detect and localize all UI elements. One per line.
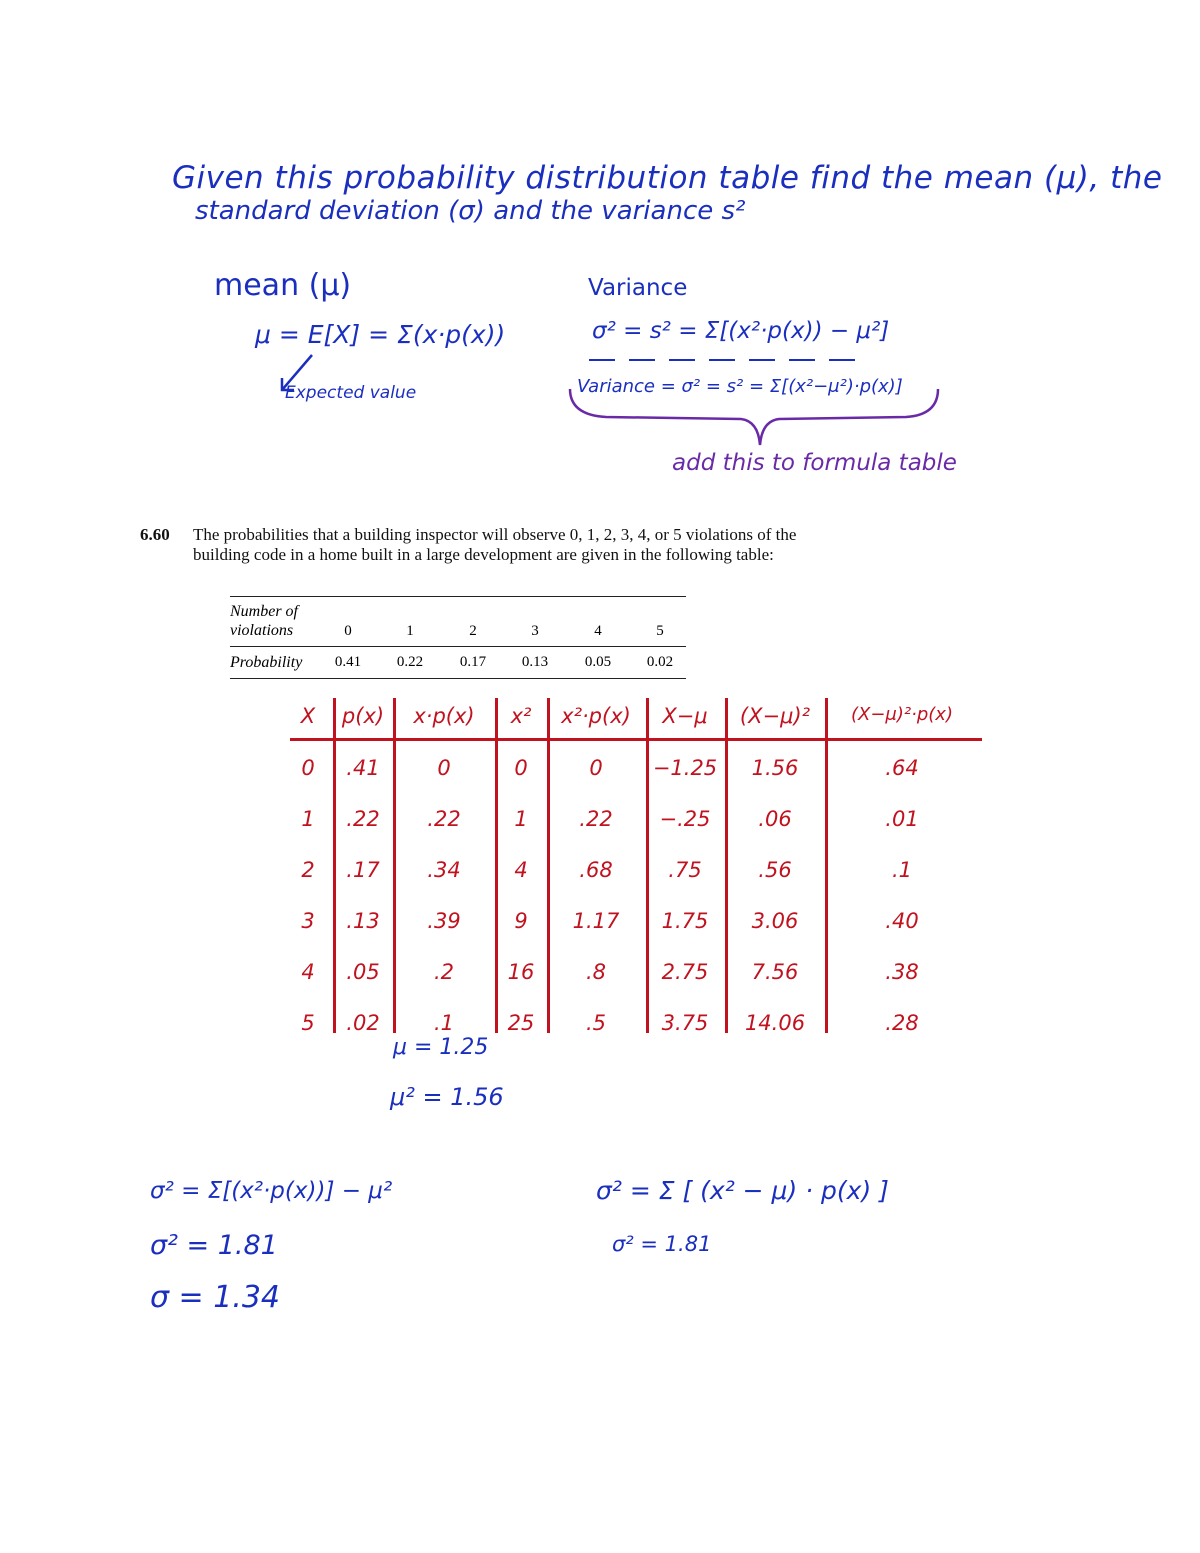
violations-cell: 2	[469, 623, 477, 639]
work-table-cell: 2.75	[661, 960, 709, 984]
add-to-formula-note: add this to formula table	[672, 450, 957, 476]
work-table-cell: 14.06	[744, 1011, 806, 1035]
violations-cell: 1	[406, 623, 414, 639]
work-table-cell: .38	[885, 960, 919, 984]
work-table-cell: 1.56	[751, 756, 799, 780]
variance-formula-left: σ² = Σ[(x²·p(x))] − μ²	[150, 1178, 393, 1204]
probability-label: Probability	[230, 654, 303, 671]
work-table-cell: .28	[885, 1011, 919, 1035]
work-table-cell: −.25	[659, 807, 711, 831]
work-table-cell: .22	[579, 807, 613, 831]
probability-cell: 0.22	[396, 654, 424, 670]
work-table-cell: .40	[885, 909, 919, 933]
probability-cell: 0.02	[646, 654, 674, 670]
work-table-cell: .13	[346, 909, 380, 933]
violations-cell: 4	[594, 623, 602, 639]
variance-formula: σ² = s² = Σ[(x²·p(x)) − μ²]	[592, 318, 890, 344]
work-table-cell: 5	[301, 1011, 315, 1035]
curly-brace-icon	[566, 385, 946, 455]
probability-cell: 0.13	[521, 654, 549, 670]
work-table-cell: 1	[301, 807, 315, 831]
variance-result-right: σ² = 1.81	[612, 1232, 712, 1256]
title-line-2: standard deviation (σ) and the variance s²	[195, 196, 746, 226]
work-table-cell: .56	[758, 858, 792, 882]
problem-text: The probabilities that a building inspector will observe 0, 1, 2, 3, 4, or 5 violations of the building code in a home built in a large development are given in the following table:	[193, 525, 797, 564]
work-table-cell: .02	[346, 1011, 380, 1035]
work-table-cell: .17	[346, 858, 380, 882]
work-table-header: (X−μ)²·p(x)	[851, 704, 953, 725]
work-table-cell: 0	[301, 756, 315, 780]
work-table-cell: .22	[427, 807, 461, 831]
work-table-cell: 16	[507, 960, 535, 984]
variance-heading: Variance	[588, 275, 688, 301]
std-dev-result: σ = 1.34	[150, 1280, 281, 1315]
violations-label-line2: violations	[230, 622, 294, 639]
variance-result-left: σ² = 1.81	[150, 1230, 278, 1261]
probability-cell: 0.17	[459, 654, 487, 670]
variance-formula-right: σ² = Σ [ (x² − μ) · p(x) ]	[596, 1176, 889, 1205]
work-table-cell: .1	[891, 858, 913, 882]
mean-heading: mean (μ)	[214, 268, 352, 303]
work-table-cell: .2	[433, 960, 455, 984]
work-table-cell: .05	[346, 960, 380, 984]
violations-cell: 5	[656, 623, 664, 639]
violations-label-line1: Number of	[230, 603, 298, 620]
mu-squared-value: μ² = 1.56	[390, 1083, 504, 1111]
probability-cell: 0.41	[334, 654, 362, 670]
work-table-cell: 3.06	[751, 909, 799, 933]
work-table-header: p(x)	[341, 704, 385, 728]
violations-cell: 0	[344, 623, 352, 639]
work-table-header: x·p(x)	[413, 704, 475, 728]
work-table-header: X−μ	[662, 704, 708, 728]
work-table-cell: 1	[514, 807, 528, 831]
work-table-cell: 1.17	[572, 909, 620, 933]
work-table-cell: 1.75	[661, 909, 709, 933]
title-line-1: Given this probability distribution table find the mean (μ), the	[172, 160, 1163, 196]
work-table-cell: .68	[579, 858, 613, 882]
work-table-cell: 4	[514, 858, 528, 882]
work-table-header: (X−μ)²	[739, 704, 811, 728]
work-table-cell: 3	[301, 909, 315, 933]
work-table-cell: 0	[589, 756, 603, 780]
work-table-cell: 2	[301, 858, 315, 882]
work-table-cell: 7.56	[751, 960, 799, 984]
expected-value-label: Expected value	[285, 383, 417, 403]
work-table-header: x²	[510, 704, 532, 728]
work-table-cell: .5	[585, 1011, 607, 1035]
work-table-cell: .41	[346, 756, 380, 780]
work-table-header: x²·p(x)	[561, 704, 631, 728]
variance-formula-alt: Variance = σ² = s² = Σ[(x²−μ²)·p(x)]	[577, 376, 903, 397]
violations-cell: 3	[531, 623, 539, 639]
work-table-cell: .22	[346, 807, 380, 831]
work-table-cell: 25	[507, 1011, 535, 1035]
mean-formula: μ = E[X] = Σ(x·p(x))	[255, 320, 506, 349]
work-table-cell: .01	[885, 807, 919, 831]
underline-dashes	[585, 355, 865, 365]
work-table	[290, 698, 990, 1038]
mu-value: μ = 1.25	[393, 1035, 489, 1060]
work-table-cell: 0	[437, 756, 451, 780]
work-table-cell: .1	[433, 1011, 455, 1035]
work-table-cell: .8	[585, 960, 607, 984]
work-table-cell: 9	[514, 909, 528, 933]
work-table-cell: .75	[668, 858, 702, 882]
work-table-cell: 0	[514, 756, 528, 780]
work-table-cell: 3.75	[661, 1011, 709, 1035]
work-table-cell: .34	[427, 858, 461, 882]
work-table-cell: .39	[427, 909, 461, 933]
problem-number: 6.60	[140, 525, 170, 544]
work-table-cell: .64	[885, 756, 919, 780]
work-table-cell: −1.25	[652, 756, 718, 780]
work-table-cell: 4	[301, 960, 315, 984]
probability-cell: 0.05	[584, 654, 612, 670]
work-table-header: X	[300, 704, 316, 728]
work-table-cell: .06	[758, 807, 792, 831]
